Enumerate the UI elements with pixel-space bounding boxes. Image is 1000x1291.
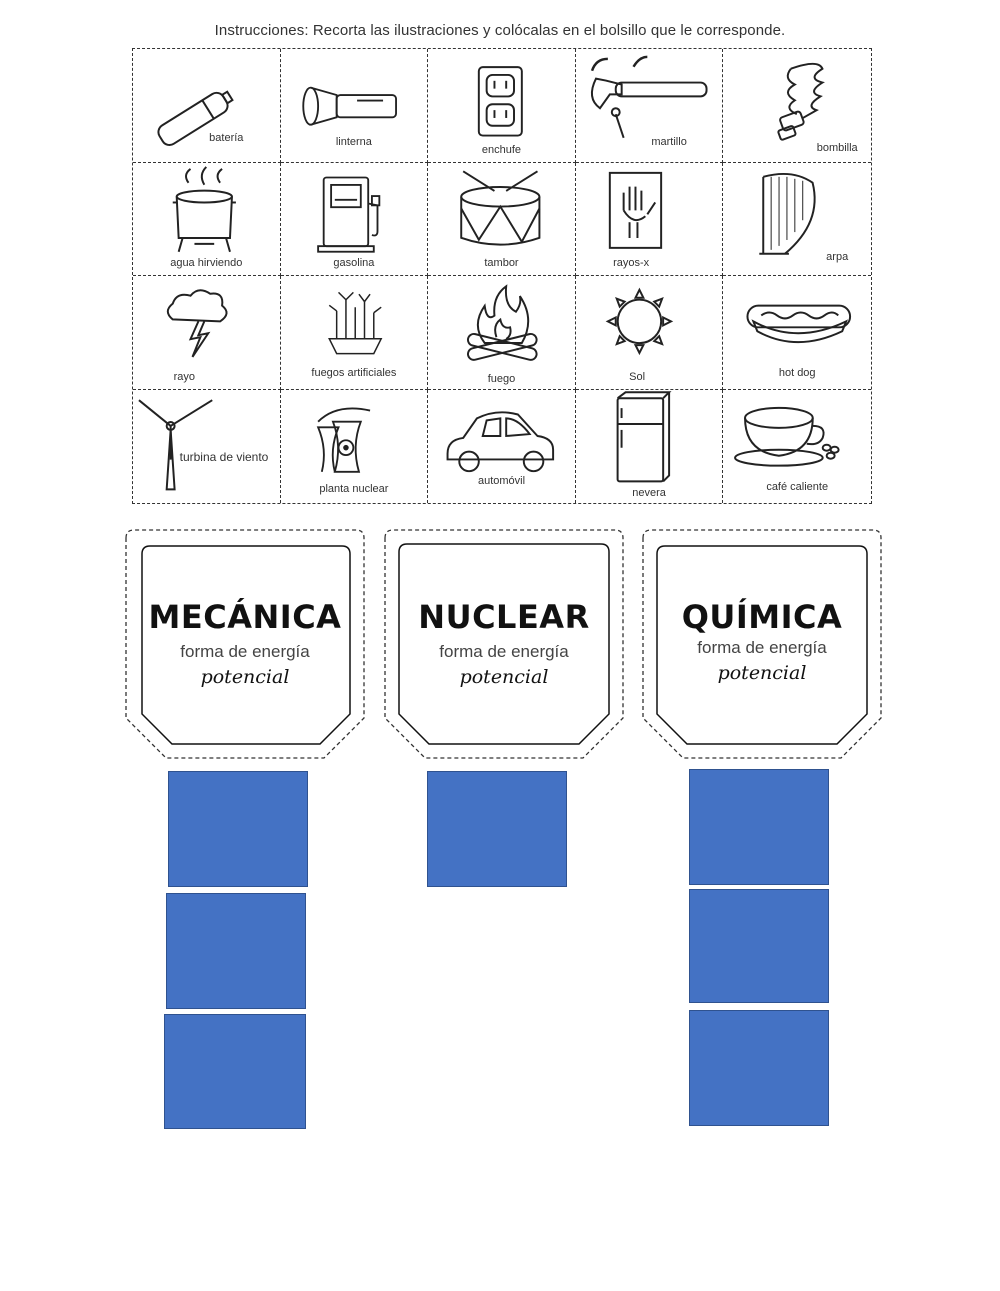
card-label: Sol xyxy=(629,370,646,383)
card-arpa[interactable] xyxy=(723,163,871,277)
pocket-quimica[interactable] xyxy=(641,528,883,760)
pocket-mecanica[interactable] xyxy=(124,528,366,760)
card-tambor[interactable] xyxy=(428,163,576,277)
card-sol[interactable] xyxy=(576,276,724,390)
card-label: tambor xyxy=(484,257,519,269)
pocket-subtitle: forma de energía xyxy=(697,638,827,657)
card-label: fuego xyxy=(487,372,516,385)
card-planta-nuclear[interactable] xyxy=(281,390,429,504)
battery-icon xyxy=(133,49,280,162)
card-label: rayos-x xyxy=(613,257,650,269)
pocket-type: potencial xyxy=(200,666,290,688)
card-label: rayo xyxy=(173,370,195,383)
card-hot-dog[interactable] xyxy=(723,276,871,390)
card-turbina-de-viento[interactable] xyxy=(133,390,281,504)
card-label: enchufe xyxy=(481,143,522,156)
card-bombilla[interactable] xyxy=(723,49,871,163)
card-automovil[interactable] xyxy=(428,390,576,504)
drop-zone-nuclear-1[interactable] xyxy=(427,771,567,887)
drop-zone-mecanica-2[interactable] xyxy=(166,893,306,1009)
drop-zone-mecanica-1[interactable] xyxy=(168,771,308,887)
card-label: linterna xyxy=(335,135,372,148)
pocket-type: potencial xyxy=(717,662,807,684)
card-label: planta nuclear xyxy=(319,483,389,495)
card-fuego[interactable] xyxy=(428,276,576,390)
card-gasolina[interactable] xyxy=(281,163,429,277)
card-fuegos-artificiales[interactable] xyxy=(281,276,429,390)
pocket-nuclear[interactable] xyxy=(383,528,625,760)
card-label: martillo xyxy=(651,135,687,148)
pocket-subtitle: forma de energía xyxy=(180,642,310,661)
card-label: hot dog xyxy=(778,366,816,379)
drop-zone-mecanica-3[interactable] xyxy=(164,1014,306,1129)
card-label: arpa xyxy=(826,251,849,263)
drop-zone-quimica-2[interactable] xyxy=(689,889,829,1003)
card-label: café caliente xyxy=(766,481,829,493)
card-nevera[interactable] xyxy=(576,390,724,504)
card-label: gasolina xyxy=(333,257,375,269)
instructions-text: Instrucciones: Recorta las ilustraciones y colócalas en el bolsillo que le corresponde. xyxy=(214,22,786,39)
card-label: turbina de viento xyxy=(179,450,269,464)
pocket-title: NUCLEAR xyxy=(418,598,590,636)
card-label: automóvil xyxy=(477,475,526,487)
fridge-icon xyxy=(576,390,723,504)
card-cafe-caliente[interactable] xyxy=(723,390,871,504)
card-label: agua hirviendo xyxy=(170,257,243,269)
card-label: bombilla xyxy=(816,141,858,154)
pocket-type: potencial xyxy=(459,666,549,688)
card-martillo[interactable] xyxy=(576,49,724,163)
card-rayos-x[interactable] xyxy=(576,163,724,277)
cutout-grid xyxy=(132,48,872,504)
card-enchufe[interactable] xyxy=(428,49,576,163)
card-label: fuegos artificiales xyxy=(311,366,397,379)
card-rayo[interactable] xyxy=(133,276,281,390)
pocket-title: QUÍMICA xyxy=(681,598,843,636)
pocket-title: MECÁNICA xyxy=(148,598,342,636)
card-bateria[interactable] xyxy=(133,49,281,163)
drop-zone-quimica-1[interactable] xyxy=(689,769,829,885)
drop-zone-quimica-3[interactable] xyxy=(689,1010,829,1126)
card-label: batería xyxy=(209,131,244,144)
card-label: nevera xyxy=(632,487,666,499)
pocket-subtitle: forma de energía xyxy=(439,642,569,661)
card-linterna[interactable] xyxy=(281,49,429,163)
card-agua-hirviendo[interactable] xyxy=(133,163,281,277)
